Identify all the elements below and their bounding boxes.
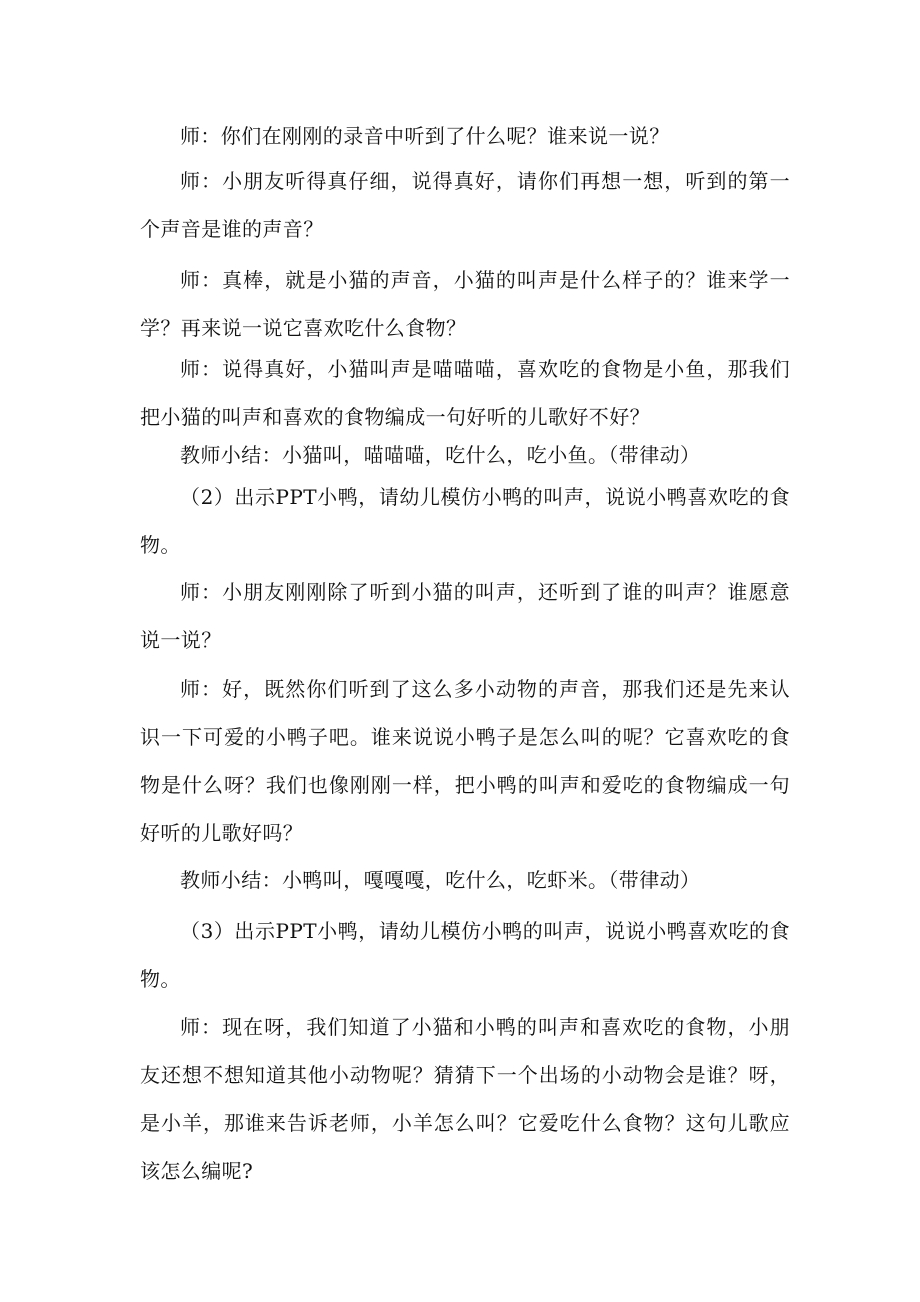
step-2-instruction: （2）出示PPT小鸭，请幼儿模仿小鸭的叫声，说说小鸭喜欢吃的食物。 <box>140 485 790 557</box>
teacher-summary-cat: 教师小结：小猫叫，喵喵喵，吃什么，吃小鱼。（带律动） <box>180 443 701 467</box>
paragraph-3: 师：真棒，就是小猫的声音，小猫的叫声是什么样子的？谁来学一学？再来说一说它喜欢吃什么食物？ <box>140 268 790 340</box>
step-3-instruction: （3）出示PPT小鸭，请幼儿模仿小鸭的叫声，说说小鸭喜欢吃的食物。 <box>140 919 790 991</box>
paragraph-4: 师：说得真好，小猫叫声是喵喵喵，喜欢吃的食物是小鱼，那我们把小猫的叫声和喜欢的食物编成一句好听的儿歌好不好？ <box>140 357 790 429</box>
paragraph-1: 师：你们在刚刚的录音中听到了什么呢？谁来说一说？ <box>180 124 670 148</box>
paragraph-2: 师：小朋友听得真仔细，说得真好，请你们再想一想，听到的第一个声音是谁的声音？ <box>140 169 790 241</box>
paragraph-11: 师：现在呀，我们知道了小猫和小鸭的叫声和喜欢吃的食物，小朋友还想不想知道其他小动物呢？猜猜下一个出场的小动物会是谁？呀，是小羊，那谁来告诉老师，小羊怎么叫？它爱吃什么食物？这句儿歌应该怎么编呢? <box>140 1015 790 1183</box>
teacher-summary-duck: 教师小结：小鸭叫，嘎嘎嘎，吃什么，吃虾米。（带律动） <box>180 868 701 892</box>
paragraph-7: 师：小朋友刚刚除了听到小猫的叫声，还听到了谁的叫声？谁愿意说一说？ <box>140 580 790 652</box>
paragraph-8: 师：好，既然你们听到了这么多小动物的声音，那我们还是先来认识一下可爱的小鸭子吧。谁来说说小鸭子是怎么叫的呢？它喜欢吃的食物是什么呀？我们也像刚刚一样，把小鸭的叫声和爱吃的食物编成一句好听的儿歌好吗？ <box>140 677 790 845</box>
